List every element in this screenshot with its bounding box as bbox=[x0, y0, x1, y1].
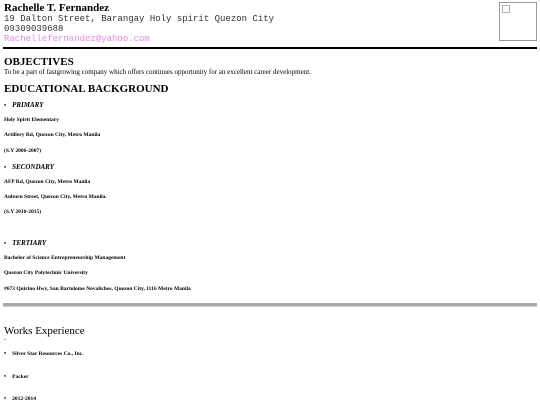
secondary-year: (S.Y 2010-2015) bbox=[4, 209, 42, 215]
work-years: • 2012-2014 bbox=[4, 396, 36, 403]
secondary-level: • SECONDARY bbox=[4, 163, 54, 172]
objectives-title: OBJECTIVES bbox=[4, 56, 74, 68]
profile-photo-placeholder bbox=[499, 2, 537, 41]
work-marker: - bbox=[4, 337, 6, 343]
email-link[interactable]: Rachellefernandez@yahoo.com bbox=[4, 34, 150, 44]
primary-address: Artillery Rd, Quezon City, Metro Manila bbox=[4, 132, 101, 138]
primary-level: • PRIMARY bbox=[4, 101, 44, 110]
header bbox=[4, 2, 538, 44]
tertiary-level: • TERTIARY bbox=[4, 239, 46, 248]
work-company: • Silver Star Resources Co., Inc. bbox=[4, 351, 83, 358]
secondary-address-2: Auburn Street, Quezon City, Metro Manila. bbox=[4, 194, 107, 200]
primary-year: (S.Y 2006-2007) bbox=[4, 148, 42, 154]
work-title: Works Experience bbox=[4, 325, 85, 337]
header-divider bbox=[3, 47, 537, 49]
objectives-text: To be a part of fastgrowing company which offers continues opportunity for an excellent career development. bbox=[4, 68, 311, 76]
applicant-name: Rachelle T. Fernandez bbox=[4, 2, 109, 14]
primary-school: Holy Spirit Elementary bbox=[4, 117, 59, 123]
tertiary-address: #673 Quirino Hwy, San Bartolome Novaliches, Quezon City, 1116 Metro Manila bbox=[4, 286, 191, 292]
section-divider bbox=[3, 303, 537, 307]
tertiary-school: Quezon City Polytechnic University bbox=[4, 270, 88, 276]
broken-image-icon bbox=[502, 5, 510, 13]
education-title: EDUCATIONAL BACKGROUND bbox=[4, 83, 169, 95]
tertiary-course: Bachelor of Science Entrepreneurship Management bbox=[4, 255, 126, 261]
work-position: • Packer bbox=[4, 374, 29, 381]
phone: 09309039688 bbox=[4, 24, 64, 34]
address: 19 Dalton Street, Barangay Holy spirit Quezon City bbox=[4, 14, 275, 24]
secondary-address-1: AFP Rd, Quezon City, Metro Manila bbox=[4, 179, 91, 185]
